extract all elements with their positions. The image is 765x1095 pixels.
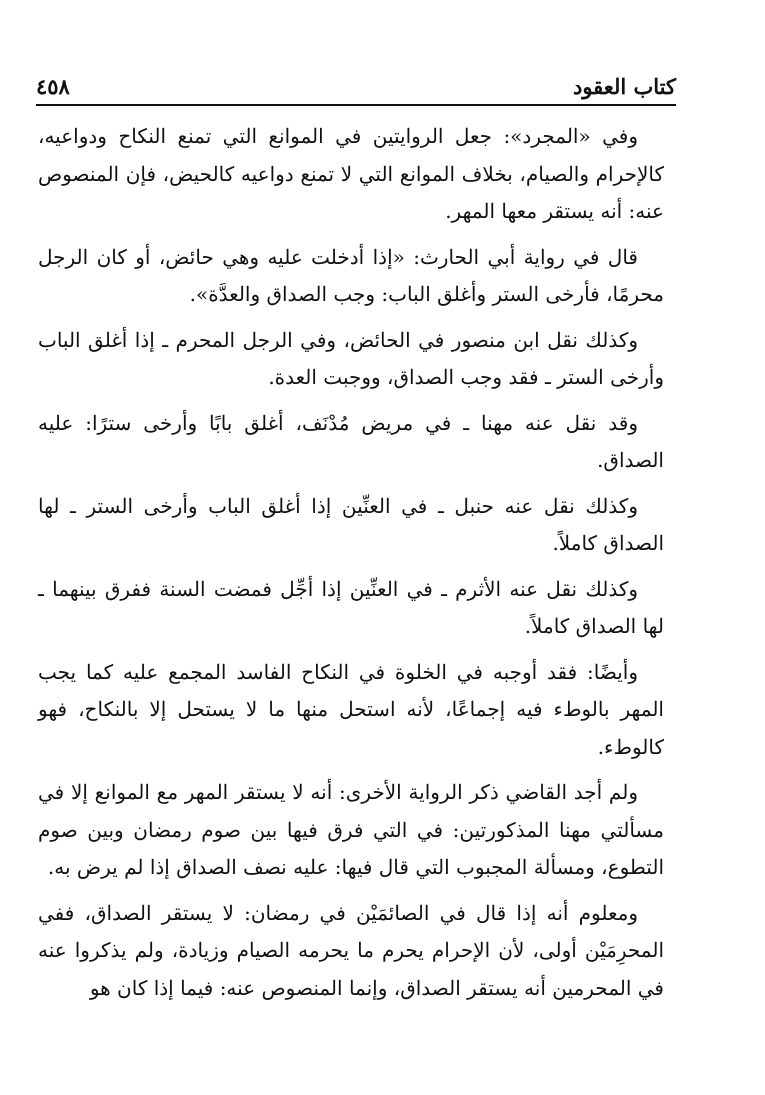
paragraph: وأيضًا: فقد أوجبه في الخلوة في النكاح الفاسد المجمع عليه كما يجب المهر بالوطء فيه إجماعًا، لأنه استحل منها ما لا يستحل إلا بالنكاح، فهو كالوطء.: [38, 659, 664, 759]
paragraph: ومعلوم أنه إذا قال في الصائمَيْن في رمضان: لا يستقر الصداق، ففي المحرِمَيْن أولى، لأن الإحرام يحرم ما يحرمه الصيام وزيادة، ولم يذكروا عنه في المحرمين أنه يستقر الصداق، وإنما المنصوص عنه: فيما إذا كان هو: [38, 900, 664, 1000]
running-header: [36, 72, 676, 106]
header-rule: [36, 104, 676, 106]
paragraph: وكذلك نقل عنه الأثرم ـ في العنِّين إذا أجِّل فمضت السنة ففرق بينهما ـ لها الصداق كاملاً.: [38, 576, 664, 638]
paragraph: وكذلك نقل ابن منصور في الحائض، وفي الرجل المحرم ـ إذا أغلق الباب وأرخى الستر ـ فقد وجب الصداق، ووجبت العدة.: [38, 327, 664, 389]
paragraph: وقد نقل عنه مهنا ـ في مريض مُدْنَف، أغلق بابًا وأرخى سترًا: عليه الصداق.: [38, 410, 664, 472]
paragraph: وفي «المجرد»: جعل الروايتين في الموانع التي تمنع النكاح ودواعيه، كالإحرام والصيام، بخلاف الموانع التي لا تمنع دواعيه كالحيض، فإن المنصوص عنه: أنه يستقر معها المهر.: [38, 124, 664, 223]
book-title: كتاب العقود: [572, 74, 676, 99]
paragraph: ولم أجد القاضي ذكر الرواية الأخرى: أنه لا يستقر المهر مع الموانع إلا في مسألتي مهنا المذكورتين: في التي فرق فيها بين صوم رمضان وبين صوم التطوع، ومسألة المجبوب التي قال فيها: عليه نصف الصداق إذا لم يرض به.: [38, 780, 664, 879]
page-number: ٤٥٨: [36, 74, 70, 99]
paragraph: قال في رواية أبي الحارث: «إذا أدخلت عليه وهي حائض، أو كان الرجل محرمًا، فأرخى الستر وأغلق الباب: وجب الصداق والعدَّة».: [38, 244, 664, 306]
paragraph: وكذلك نقل عنه حنبل ـ في العنِّين إذا أغلق الباب وأرخى الستر ـ لها الصداق كاملاً.: [38, 493, 664, 555]
page-body: [38, 118, 664, 1015]
